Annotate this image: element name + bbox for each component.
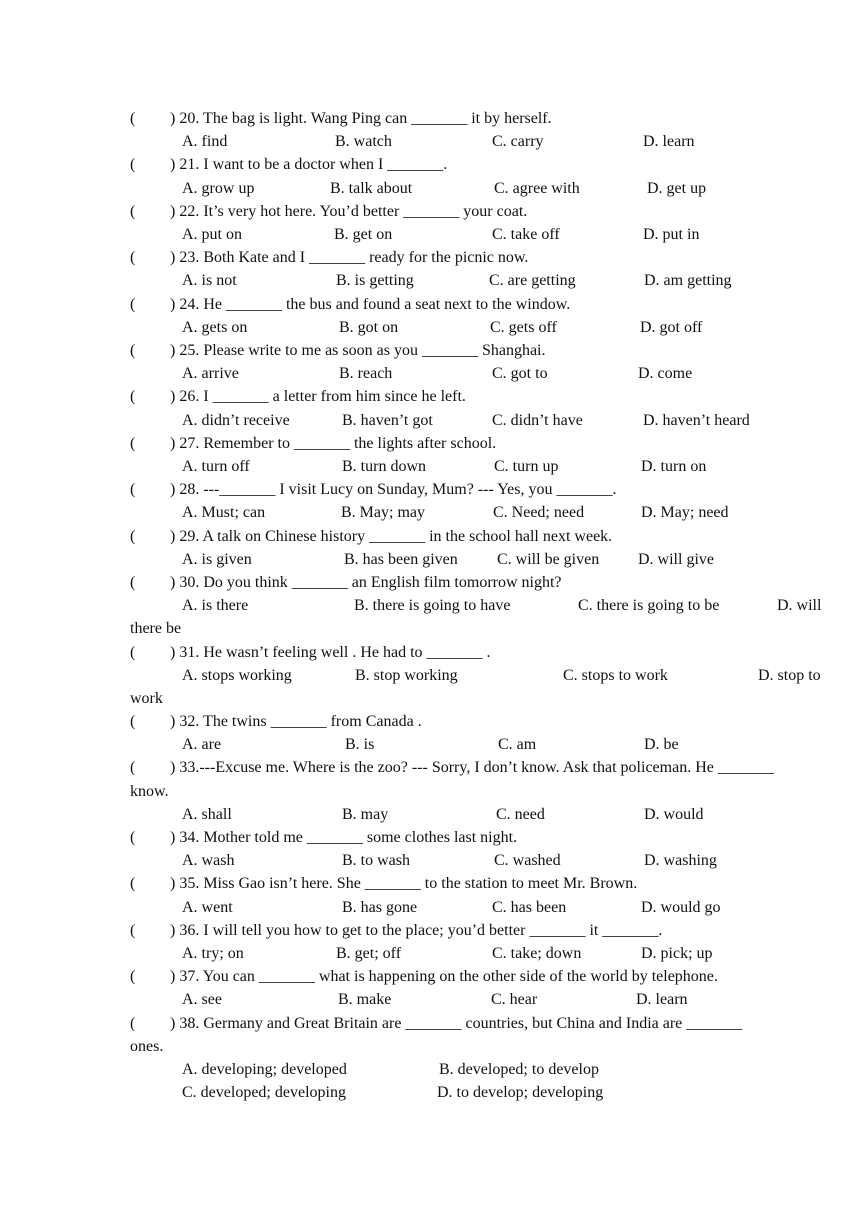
answer-blank[interactable]: (: [130, 759, 136, 777]
answer-blank[interactable]: (: [130, 968, 136, 986]
question-stem: ) 20. The bag is light. Wang Ping can _______ it by herself.: [170, 110, 552, 127]
answer-blank[interactable]: (: [130, 713, 136, 731]
options-33: [130, 803, 828, 826]
option-c[interactable]: C. has been: [492, 898, 567, 916]
question-stem: ) 35. Miss Gao isn’t here. She _______ to the station to meet Mr. Brown.: [170, 875, 638, 893]
option-a[interactable]: A. turn off: [182, 457, 250, 475]
options-continuation: work: [130, 689, 163, 707]
option-b[interactable]: B. is getting: [336, 272, 414, 290]
option-c[interactable]: C. stops to work: [563, 666, 668, 684]
option-b[interactable]: B. there is going to have: [354, 597, 511, 615]
question-stem: ) 37. You can _______ what is happening on the other side of the world by telephone.: [170, 968, 718, 986]
question-stem: ) 22. It’s very hot here. You’d better _______ your coat.: [170, 202, 528, 220]
stem-continuation: ones.: [130, 1037, 164, 1055]
question-35: [130, 872, 828, 895]
option-b[interactable]: B. stop working: [355, 666, 458, 684]
worksheet-page: [130, 107, 828, 1104]
question-20: [130, 107, 828, 130]
option-b[interactable]: B. to wash: [342, 852, 410, 870]
options-24: [130, 316, 828, 339]
option-c[interactable]: C. am: [498, 736, 537, 754]
options-38-row-1: [130, 1058, 828, 1081]
answer-blank[interactable]: (: [130, 295, 136, 313]
question-31: [130, 641, 828, 664]
option-b[interactable]: B. haven’t got: [342, 411, 433, 429]
options-36: [130, 942, 828, 965]
question-stem: ) 27. Remember to _______ the lights after school.: [170, 434, 497, 452]
stem-continuation: know.: [130, 782, 169, 800]
question-36: [130, 919, 828, 942]
options-27: [130, 455, 828, 478]
options-30: [130, 594, 828, 617]
option-c[interactable]: C. turn up: [494, 457, 559, 475]
answer-blank[interactable]: (: [130, 643, 136, 661]
option-a[interactable]: A. shall: [182, 805, 232, 823]
question-stem: ) 24. He _______ the bus and found a seat next to the window.: [170, 295, 571, 313]
question-38: [130, 1012, 828, 1035]
options-34: [130, 849, 828, 872]
option-a[interactable]: A. went: [182, 898, 233, 916]
option-a[interactable]: A. grow up: [182, 179, 255, 197]
option-c[interactable]: C. are getting: [489, 272, 576, 290]
option-a[interactable]: A. is not: [182, 272, 237, 290]
answer-blank[interactable]: (: [130, 573, 136, 591]
option-b[interactable]: B. reach: [339, 365, 393, 383]
option-d[interactable]: D. May; need: [641, 504, 729, 522]
option-d[interactable]: D. would go: [641, 898, 721, 916]
options-31: [130, 664, 828, 687]
option-c[interactable]: C. washed: [494, 852, 561, 870]
option-c[interactable]: C. agree with: [494, 179, 580, 197]
question-25: [130, 339, 828, 362]
option-a[interactable]: A. try; on: [182, 945, 244, 963]
options-37: [130, 988, 828, 1011]
answer-blank[interactable]: (: [130, 875, 136, 893]
question-30: [130, 571, 828, 594]
question-stem: ) 31. He wasn’t feeling well . He had to _______ .: [170, 643, 491, 661]
option-c[interactable]: C. gets off: [490, 318, 557, 336]
answer-blank[interactable]: (: [130, 110, 136, 127]
option-b[interactable]: B. make: [338, 991, 392, 1009]
option-d[interactable]: D. come: [638, 365, 693, 383]
option-d[interactable]: D. get up: [647, 179, 707, 197]
question-stem: ) 29. A talk on Chinese history _______ in the school hall next week.: [170, 527, 613, 545]
options-32: [130, 733, 828, 756]
question-24: [130, 293, 828, 316]
options-20: [130, 130, 828, 153]
option-c[interactable]: C. developed; developing: [182, 1084, 346, 1102]
question-22: [130, 200, 828, 223]
options-26: [130, 409, 828, 432]
option-d[interactable]: D. haven’t heard: [643, 411, 750, 429]
answer-blank[interactable]: (: [130, 527, 136, 545]
option-a[interactable]: A. stops working: [182, 666, 292, 684]
option-c[interactable]: C. carry: [492, 133, 544, 151]
question-34: [130, 826, 828, 849]
question-stem: ) 21. I want to be a doctor when I _______.: [170, 156, 448, 174]
question-stem: ) 38. Germany and Great Britain are _______ countries, but China and India are _______: [170, 1014, 743, 1032]
option-b[interactable]: B. get on: [334, 225, 393, 243]
option-a[interactable]: A. didn’t receive: [182, 411, 290, 429]
option-c[interactable]: C. will be given: [497, 550, 600, 568]
option-d[interactable]: D. will: [777, 597, 822, 615]
answer-blank[interactable]: (: [130, 156, 136, 174]
answer-blank[interactable]: (: [130, 921, 136, 939]
option-d[interactable]: D. turn on: [641, 457, 707, 475]
options-continuation: there be: [130, 620, 182, 638]
question-stem: ) 26. I _______ a letter from him since he left.: [170, 388, 466, 406]
option-c[interactable]: C. Need; need: [493, 504, 585, 522]
option-a[interactable]: A. arrive: [182, 365, 239, 383]
question-stem: ) 23. Both Kate and I _______ ready for the picnic now.: [170, 249, 529, 267]
option-a[interactable]: A. is there: [182, 597, 249, 615]
option-a[interactable]: A. are: [182, 736, 222, 754]
question-32: [130, 710, 828, 733]
option-b[interactable]: B. watch: [335, 133, 392, 151]
option-c[interactable]: C. take; down: [492, 945, 582, 963]
answer-blank[interactable]: (: [130, 341, 136, 359]
question-29: [130, 525, 828, 548]
option-d[interactable]: D. would: [644, 805, 704, 823]
question-21: [130, 153, 828, 176]
options-21: [130, 177, 828, 200]
options-22: [130, 223, 828, 246]
option-b[interactable]: B. turn down: [342, 457, 426, 475]
option-d[interactable]: D. put in: [643, 225, 700, 243]
answer-blank[interactable]: (: [130, 388, 136, 406]
answer-blank[interactable]: (: [130, 434, 136, 452]
options-29: [130, 548, 828, 571]
option-c[interactable]: C. didn’t have: [492, 411, 583, 429]
option-b[interactable]: B. has been given: [344, 550, 458, 568]
option-d[interactable]: D. learn: [643, 133, 695, 151]
option-a[interactable]: A. wash: [182, 852, 235, 870]
option-c[interactable]: C. there is going to be: [578, 597, 720, 615]
option-d[interactable]: D. washing: [644, 852, 717, 870]
answer-blank[interactable]: (: [130, 202, 136, 220]
option-a[interactable]: A. gets on: [182, 318, 248, 336]
option-b[interactable]: B. got on: [339, 318, 399, 336]
option-d[interactable]: D. will give: [638, 550, 714, 568]
question-stem: ) 36. I will tell you how to get to the place; you’d better _______ it _______.: [170, 921, 663, 939]
option-b[interactable]: B. has gone: [342, 898, 418, 916]
question-stem: ) 33.---Excuse me. Where is the zoo? --- Sorry, I don’t know. Ask that policeman. He _______: [170, 759, 774, 777]
question-27: [130, 432, 828, 455]
option-c[interactable]: C. hear: [491, 991, 538, 1009]
options-38-row-2: [130, 1081, 828, 1104]
option-a[interactable]: A. see: [182, 991, 222, 1009]
question-26: [130, 385, 828, 408]
option-a[interactable]: A. developing; developed: [182, 1061, 347, 1079]
option-c[interactable]: C. take off: [492, 225, 560, 243]
question-23: [130, 246, 828, 269]
options-23: [130, 269, 828, 292]
question-stem: ) 25. Please write to me as soon as you _______ Shanghai.: [170, 341, 546, 359]
question-stem: ) 28. ---_______ I visit Lucy on Sunday, Mum? --- Yes, you _______.: [170, 481, 617, 499]
option-b[interactable]: B. may: [342, 805, 389, 823]
option-c[interactable]: C. got to: [492, 365, 548, 383]
option-d[interactable]: D. learn: [636, 991, 688, 1009]
option-b[interactable]: B. get; off: [336, 945, 402, 963]
answer-blank[interactable]: (: [130, 249, 136, 267]
option-a[interactable]: A. is given: [182, 550, 252, 568]
option-d[interactable]: D. stop to: [758, 666, 821, 684]
option-d[interactable]: D. to develop; developing: [437, 1084, 604, 1102]
option-d[interactable]: D. pick; up: [641, 945, 713, 963]
option-a[interactable]: A. find: [182, 133, 228, 151]
question-stem: ) 34. Mother told me _______ some clothes last night.: [170, 829, 518, 847]
option-d[interactable]: D. be: [644, 736, 679, 754]
option-d[interactable]: D. am getting: [644, 272, 732, 290]
options-25: [130, 362, 828, 385]
option-b[interactable]: B. is: [345, 736, 375, 754]
question-33: [130, 756, 828, 779]
option-b[interactable]: B. developed; to develop: [439, 1061, 599, 1079]
option-c[interactable]: C. need: [496, 805, 545, 823]
options-28: [130, 501, 828, 524]
option-a[interactable]: A. put on: [182, 225, 242, 243]
options-35: [130, 896, 828, 919]
option-a[interactable]: A. Must; can: [182, 504, 266, 522]
answer-blank[interactable]: (: [130, 829, 136, 847]
option-b[interactable]: B. May; may: [341, 504, 425, 522]
question-stem: ) 30. Do you think _______ an English film tomorrow night?: [170, 573, 562, 591]
question-stem: ) 32. The twins _______ from Canada .: [170, 713, 422, 731]
question-28: [130, 478, 828, 501]
answer-blank[interactable]: (: [130, 481, 136, 499]
option-b[interactable]: B. talk about: [330, 179, 413, 197]
question-37: [130, 965, 828, 988]
answer-blank[interactable]: (: [130, 1014, 136, 1032]
option-d[interactable]: D. got off: [640, 318, 703, 336]
